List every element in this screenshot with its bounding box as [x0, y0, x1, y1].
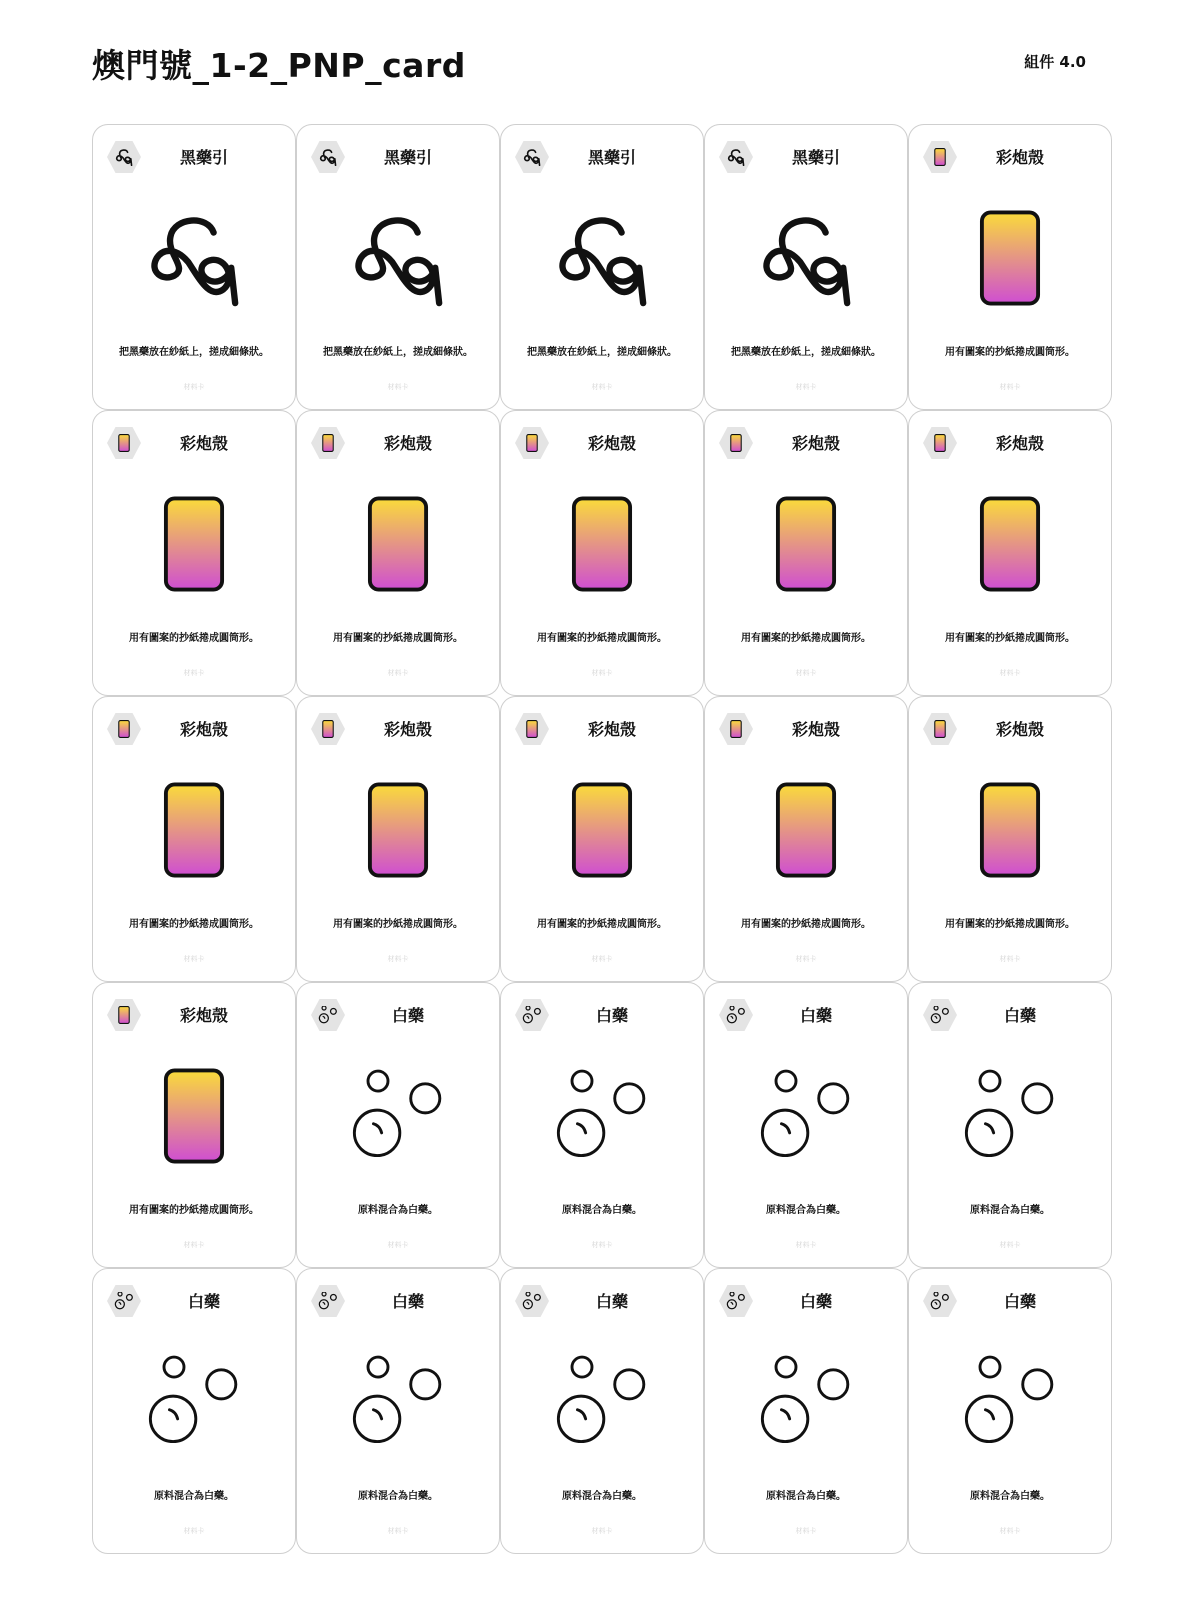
- card-title: 白藥: [187, 1292, 220, 1311]
- card-color-shell: [500, 696, 704, 982]
- card-description: 用有圖案的抄紙捲成圓筒形。: [741, 919, 871, 930]
- card-description: 原料混合為白藥。: [358, 1491, 438, 1502]
- bubbles-illustration: [297, 1343, 499, 1461]
- card-color-shell: [704, 410, 908, 696]
- card-title: 黑藥引: [383, 148, 432, 167]
- card-description: 原料混合為白藥。: [562, 1205, 642, 1216]
- card-footer: 材料卡: [795, 1527, 817, 1535]
- card-title: 白藥: [595, 1292, 628, 1311]
- card-footer: 材料卡: [795, 955, 817, 963]
- card-description: 用有圖案的抄紙捲成圓筒形。: [333, 633, 463, 644]
- card-description: 用有圖案的抄紙捲成圓筒形。: [333, 919, 463, 930]
- card-title: 白藥: [1003, 1006, 1036, 1025]
- card-footer: 材料卡: [999, 1241, 1021, 1249]
- card-description: 用有圖案的抄紙捲成圓筒形。: [945, 633, 1075, 644]
- rope-illustration: [297, 199, 499, 317]
- card-title: 彩炮殼: [383, 720, 432, 739]
- card-title: 白藥: [595, 1006, 628, 1025]
- card-color-shell: [704, 696, 908, 982]
- card-description: 把黑藥放在紗紙上，搓成細條狀。: [731, 347, 881, 358]
- card-description: 用有圖案的抄紙捲成圓筒形。: [741, 633, 871, 644]
- bubbles-illustration: [705, 1057, 907, 1175]
- card-black-herb: [296, 124, 500, 410]
- tube-illustration: [501, 771, 703, 889]
- card-white-herb: [908, 1268, 1112, 1554]
- bubbles-illustration: [705, 1343, 907, 1461]
- card-color-shell: [296, 410, 500, 696]
- card-footer: 材料卡: [387, 1241, 409, 1249]
- card-title: 彩炮殼: [179, 434, 228, 453]
- card-footer: 材料卡: [183, 1527, 205, 1535]
- card-title: 彩炮殼: [791, 434, 840, 453]
- tube-illustration: [501, 485, 703, 603]
- card-title: 彩炮殼: [995, 434, 1044, 453]
- bubbles-illustration: [93, 1343, 295, 1461]
- card-description: 把黑藥放在紗紙上，搓成細條狀。: [119, 347, 269, 358]
- card-white-herb: [704, 982, 908, 1268]
- card-title: 白藥: [799, 1292, 832, 1311]
- card-color-shell: [92, 982, 296, 1268]
- bubbles-illustration: [909, 1057, 1111, 1175]
- card-title: 彩炮殼: [995, 148, 1044, 167]
- card-title: 黑藥引: [179, 148, 228, 167]
- card-description: 用有圖案的抄紙捲成圓筒形。: [537, 919, 667, 930]
- card-black-herb: [500, 124, 704, 410]
- card-title: 白藥: [799, 1006, 832, 1025]
- card-color-shell: [908, 410, 1112, 696]
- card-color-shell: [908, 696, 1112, 982]
- card-title: 彩炮殼: [791, 720, 840, 739]
- card-title: 彩炮殼: [179, 1006, 228, 1025]
- tube-illustration: [93, 485, 295, 603]
- card-footer: 材料卡: [183, 1241, 205, 1249]
- card-footer: 材料卡: [591, 1527, 613, 1535]
- tube-illustration: [93, 771, 295, 889]
- card-description: 把黑藥放在紗紙上，搓成細條狀。: [323, 347, 473, 358]
- card-description: 原料混合為白藥。: [562, 1491, 642, 1502]
- bubbles-illustration: [501, 1343, 703, 1461]
- card-description: 原料混合為白藥。: [766, 1205, 846, 1216]
- card-white-herb: [296, 982, 500, 1268]
- card-black-herb: [92, 124, 296, 410]
- bubbles-illustration: [297, 1057, 499, 1175]
- card-title: 白藥: [1003, 1292, 1036, 1311]
- card-description: 原料混合為白藥。: [970, 1491, 1050, 1502]
- rope-illustration: [93, 199, 295, 317]
- card-title: 白藥: [391, 1006, 424, 1025]
- card-footer: 材料卡: [999, 1527, 1021, 1535]
- card-footer: 材料卡: [183, 955, 205, 963]
- card-footer: 材料卡: [387, 1527, 409, 1535]
- card-color-shell: [92, 410, 296, 696]
- card-footer: 材料卡: [591, 383, 613, 391]
- card-white-herb: [92, 1268, 296, 1554]
- card-description: 把黑藥放在紗紙上，搓成細條狀。: [527, 347, 677, 358]
- card-footer: 材料卡: [795, 1241, 817, 1249]
- card-color-shell: [92, 696, 296, 982]
- tube-illustration: [297, 485, 499, 603]
- card-color-shell: [500, 410, 704, 696]
- card-footer: 材料卡: [795, 669, 817, 677]
- tube-illustration: [705, 485, 907, 603]
- card-footer: 材料卡: [999, 383, 1021, 391]
- card-white-herb: [908, 982, 1112, 1268]
- card-description: 原料混合為白藥。: [154, 1491, 234, 1502]
- card-footer: 材料卡: [387, 955, 409, 963]
- card-footer: 材料卡: [591, 669, 613, 677]
- tube-illustration: [93, 1057, 295, 1175]
- card-color-shell: [296, 696, 500, 982]
- card-color-shell: [908, 124, 1112, 410]
- card-title: 黑藥引: [791, 148, 840, 167]
- card-title: 彩炮殼: [995, 720, 1044, 739]
- card-title: 彩炮殼: [179, 720, 228, 739]
- card-black-herb: [704, 124, 908, 410]
- card-title: 彩炮殼: [587, 434, 636, 453]
- card-footer: 材料卡: [795, 383, 817, 391]
- card-white-herb: [500, 1268, 704, 1554]
- card-title: 彩炮殼: [587, 720, 636, 739]
- card-white-herb: [704, 1268, 908, 1554]
- card-footer: 材料卡: [999, 669, 1021, 677]
- card-white-herb: [296, 1268, 500, 1554]
- card-description: 用有圖案的抄紙捲成圓筒形。: [945, 919, 1075, 930]
- tube-illustration: [909, 485, 1111, 603]
- card-footer: 材料卡: [591, 1241, 613, 1249]
- card-footer: 材料卡: [387, 383, 409, 391]
- tube-illustration: [909, 771, 1111, 889]
- bubbles-illustration: [909, 1343, 1111, 1461]
- bubbles-illustration: [501, 1057, 703, 1175]
- tube-illustration: [909, 199, 1111, 317]
- rope-illustration: [705, 199, 907, 317]
- tube-illustration: [705, 771, 907, 889]
- card-description: 原料混合為白藥。: [766, 1491, 846, 1502]
- page-title: 燠門號_1-2_PNP_card: [92, 46, 466, 85]
- rope-illustration: [501, 199, 703, 317]
- card-description: 原料混合為白藥。: [970, 1205, 1050, 1216]
- card-footer: 材料卡: [387, 669, 409, 677]
- card-footer: 材料卡: [183, 383, 205, 391]
- card-description: 原料混合為白藥。: [358, 1205, 438, 1216]
- card-footer: 材料卡: [183, 669, 205, 677]
- card-footer: 材料卡: [591, 955, 613, 963]
- card-title: 白藥: [391, 1292, 424, 1311]
- card-grid: [92, 124, 1112, 1554]
- card-description: 用有圖案的抄紙捲成圓筒形。: [129, 919, 259, 930]
- card-description: 用有圖案的抄紙捲成圓筒形。: [129, 1205, 259, 1216]
- card-description: 用有圖案的抄紙捲成圓筒形。: [945, 347, 1075, 358]
- version-label: 組件 4.0: [1024, 53, 1086, 71]
- card-title: 黑藥引: [587, 148, 636, 167]
- card-title: 彩炮殼: [383, 434, 432, 453]
- tube-illustration: [297, 771, 499, 889]
- card-description: 用有圖案的抄紙捲成圓筒形。: [129, 633, 259, 644]
- card-white-herb: [500, 982, 704, 1268]
- card-footer: 材料卡: [999, 955, 1021, 963]
- card-description: 用有圖案的抄紙捲成圓筒形。: [537, 633, 667, 644]
